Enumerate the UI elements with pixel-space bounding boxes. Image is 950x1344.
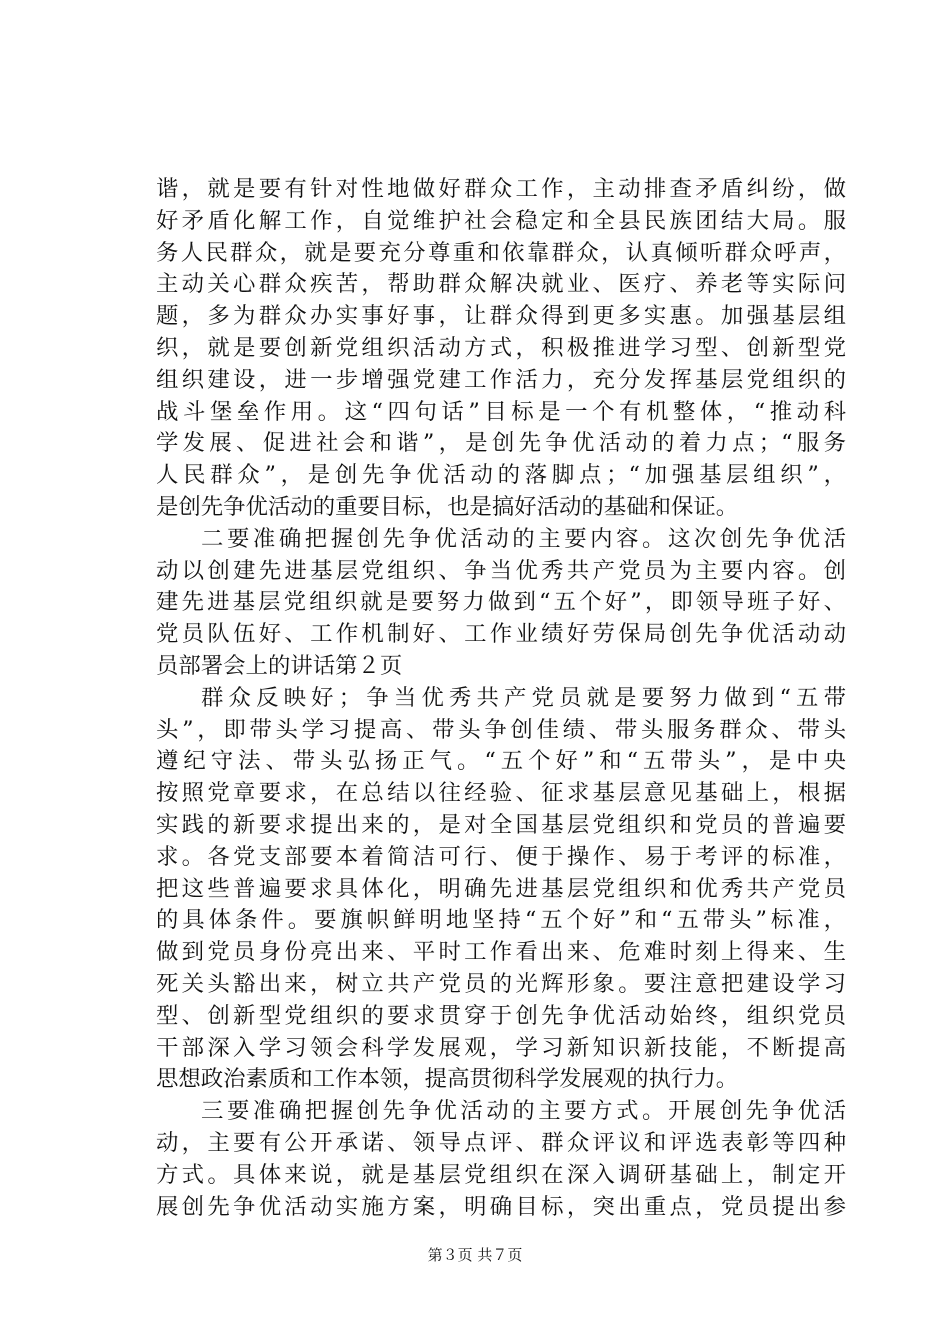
text-line: 做到党员身份亮出来、平时工作看出来、危难时刻上得来、生 xyxy=(156,939,846,966)
text-line: 谐，就是要有针对性地做好群众工作，主动排查矛盾纠纷，做 xyxy=(156,176,846,202)
text-line: 组织建设，进一步增强党建工作活力，充分发挥基层党组织的 xyxy=(156,366,846,393)
text-line: 织，就是要创新党组织活动方式，积极推进学习型、创新型党 xyxy=(156,334,846,361)
text-line: 求。各党支部要本着简洁可行、便于操作、易于考评的标准， xyxy=(156,843,846,870)
paragraph-start-line: 群众反映好；争当优秀共产党员就是要努力做到“五带 xyxy=(201,684,846,711)
text-line: 好矛盾化解工作，自觉维护社会稳定和全县民族团结大局。服 xyxy=(156,207,846,234)
text-line: 按照党章要求，在总结以往经验、征求基层意见基础上，根据 xyxy=(156,780,846,807)
text-line: 展创先争优活动实施方案，明确目标，突出重点，党员提出参 xyxy=(156,1193,846,1220)
text-line: 动，主要有公开承诺、领导点评、群众评议和评选表彰等四种 xyxy=(156,1129,846,1156)
text-line: 实践的新要求提出来的，是对全国基层党组织和党员的普遍要 xyxy=(156,811,846,838)
text-line: 遵纪守法、带头弘扬正气。“五个好”和“五带头”，是中央 xyxy=(156,748,846,775)
document-body xyxy=(156,174,846,1223)
text-line: 方式。具体来说，就是基层党组织在深入调研基础上，制定开 xyxy=(156,1161,846,1188)
text-line: 战斗堡垒作用。这“四句话”目标是一个有机整体，“推动科 xyxy=(156,398,846,425)
text-line: 型、创新型党组织的要求贯穿于创先争优活动始终，组织党员 xyxy=(156,1002,846,1029)
text-line: 头”，即带头学习提高、带头争创佳绩、带头服务群众、带头 xyxy=(156,716,846,743)
paragraph-start-line: 三要准确把握创先争优活动的主要方式。开展创先争优活 xyxy=(201,1098,846,1125)
text-line: 主动关心群众疾苦，帮助群众解决就业、医疗、养老等实际问 xyxy=(156,271,846,298)
text-line: 务人民群众，就是要充分尊重和依靠群众，认真倾听群众呼声， xyxy=(156,239,846,266)
text-line: 党员队伍好、工作机制好、工作业绩好劳保局创先争优活动动 xyxy=(156,621,846,648)
text-line: 建先进基层党组织就是要努力做到“五个好”，即领导班子好、 xyxy=(156,589,846,616)
text-line: 把这些普遍要求具体化，明确先进基层党组织和优秀共产党员 xyxy=(156,875,846,902)
text-line: 干部深入学习领会科学发展观，学习新知识新技能，不断提高 xyxy=(156,1034,846,1061)
text-line: 员部署会上的讲话第２页 xyxy=(156,652,403,679)
text-line: 题，多为群众办实事好事，让群众得到更多实惠。加强基层组 xyxy=(156,303,846,330)
text-line: 的具体条件。要旗帜鲜明地坚持“五个好”和“五带头”标准， xyxy=(156,907,846,934)
text-line: 思想政治素质和工作本领，提高贯彻科学发展观的执行力。 xyxy=(156,1066,739,1093)
text-line: 人民群众”，是创先争优活动的落脚点；“加强基层组织”， xyxy=(156,462,846,489)
paragraph-start-line: 二要准确把握创先争优活动的主要内容。这次创先争优活 xyxy=(201,525,846,552)
page-number-footer: 第３页 共７页 xyxy=(427,1246,523,1264)
text-line: 死关头豁出来，树立共产党员的光辉形象。要注意把建设学习 xyxy=(156,970,846,997)
text-line: 是创先争优活动的重要目标，也是搞好活动的基础和保证。 xyxy=(156,493,739,520)
text-line: 学发展、促进社会和谐”，是创先争优活动的着力点；“服务 xyxy=(156,430,846,457)
text-line: 动以创建先进基层党组织、争当优秀共产党员为主要内容。创 xyxy=(156,557,846,584)
